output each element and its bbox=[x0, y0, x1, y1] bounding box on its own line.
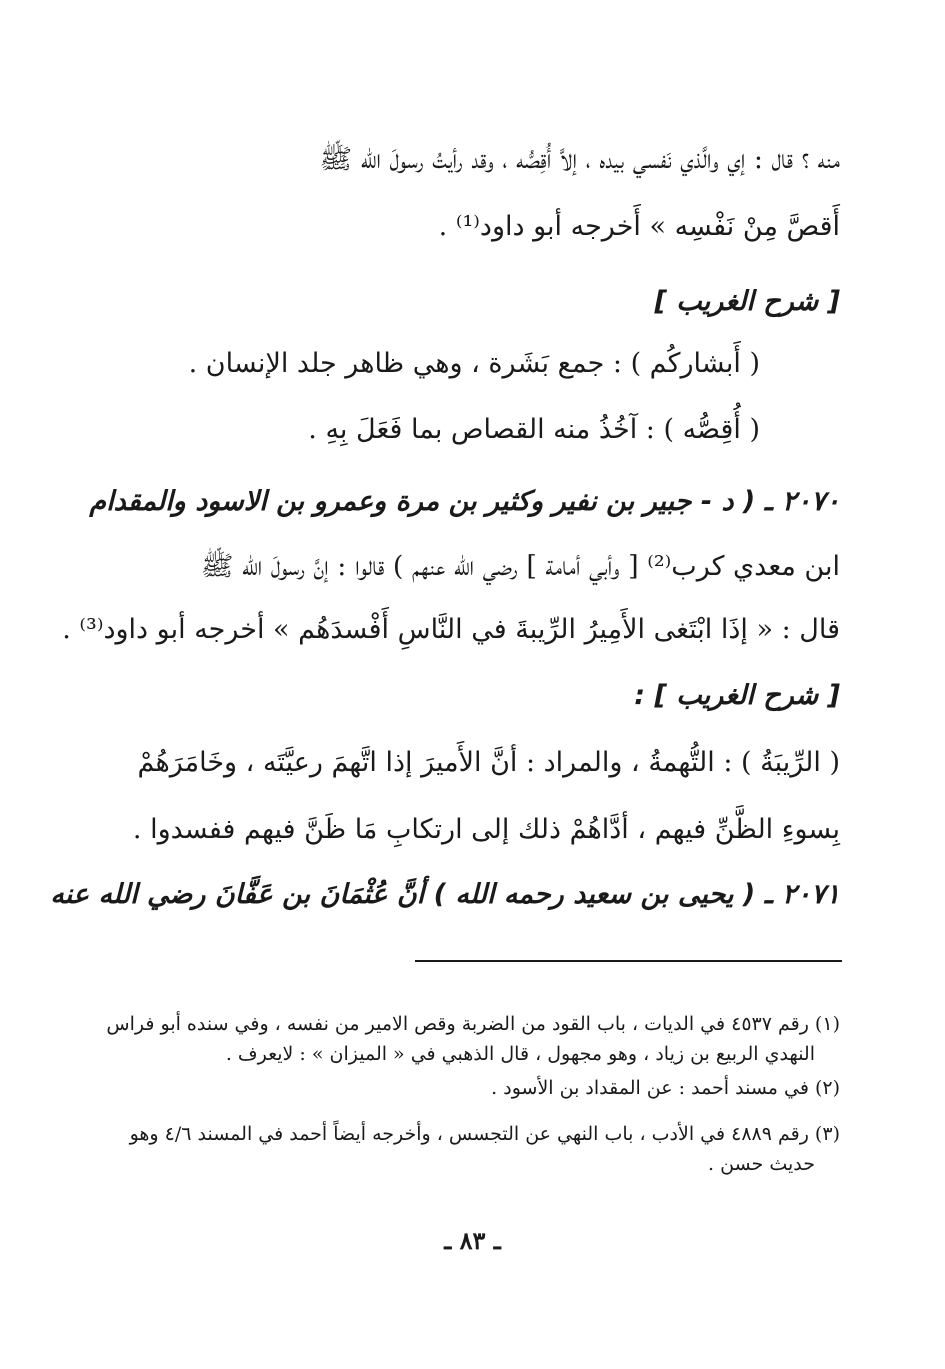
footnote-3: (٣) رقم ٤٨٨٩ في الأدب ، باب النهي عن التجسس ، وأخرجه أيضاً أحمد في المسند ٤/٦ وهو bbox=[129, 1123, 840, 1145]
footnote-1-cont: النهدي الربيع بن زياد ، وهو مجهول ، قال الذهبي في « الميزان » : لايعرف . bbox=[225, 1043, 815, 1065]
footnote-2: (٢) في مسند أحمد : عن المقداد بن الأسود . bbox=[491, 1077, 840, 1099]
text-line-1: منه ؟ قال : إي والَّذي نَفسي بيده ، إلاَّ أُقِصُّه ، وقد رأيتُ رسولَ الله ﷺ bbox=[319, 144, 840, 175]
section-heading-gloss: [ شرح الغريب ] bbox=[654, 286, 840, 317]
footnote-1: (١) رقم ٤٥٣٧ في الديات ، باب القود من الضربة وقص الامير من نفسه ، وفي سنده أبو فراس bbox=[106, 1013, 840, 1035]
section-heading-gloss-2: [ شرح الغريب ] : bbox=[634, 680, 840, 711]
gloss-line-4: بِسوءِ الظَّنِّ فيهم ، أدَّاهُمْ ذلك إلى ارتكابِ مَا ظَنَّ فيهم ففسدوا . bbox=[132, 814, 840, 845]
text-line-7: ابن معدي كرب⁽²⁾ [ وأبي أمامة ] رضي الله عنهم ) قالوا : إنَّ رسولَ الله ﷺ bbox=[200, 551, 840, 582]
text-line-8: قال : « إذَا ابْتَغى الأَمِيرُ الرِّيبةَ في النَّاسِ أَفْسدَهُم » أخرجه أبو داود⁽³⁾ . bbox=[62, 614, 840, 645]
gloss-line-1: ( أَبشاركُم ) : جمع بَشَرة ، وهي ظاهر جلد الإنسان . bbox=[188, 348, 760, 379]
hadith-2071-header: ٢٠٧١ ـ ( يحيى بن سعيد رحمه الله ) أنَّ عُثْمَانَ بن عَفَّانَ رضي الله عنه bbox=[50, 879, 840, 910]
footnote-divider bbox=[415, 960, 842, 962]
hadith-2070-header: ٢٠٧٠ ـ ( د - جبير بن نفير وكثير بن مرة وعمرو بن الاسود والمقدام bbox=[89, 486, 840, 517]
text-line-2: أَقصَّ مِنْ نَفْسِه » أَخرجه أبو داود⁽¹⁾ . bbox=[438, 211, 840, 242]
footnote-3-cont: حديث حسن . bbox=[708, 1153, 815, 1175]
gloss-line-2: ( أُقِصُّه ) : آخُذُ منه القصاص بما فَعَلَ بِهِ . bbox=[308, 414, 760, 445]
gloss-line-3: ( الرِّيبَةُ ) : التُّهمةُ ، والمراد : أنَّ الأَميرَ إذا اتَّهمَ رعيَّتَه ، وخَامَرَهُمْ bbox=[137, 747, 840, 778]
page-number: ـ ٨٣ ـ bbox=[444, 1226, 501, 1255]
